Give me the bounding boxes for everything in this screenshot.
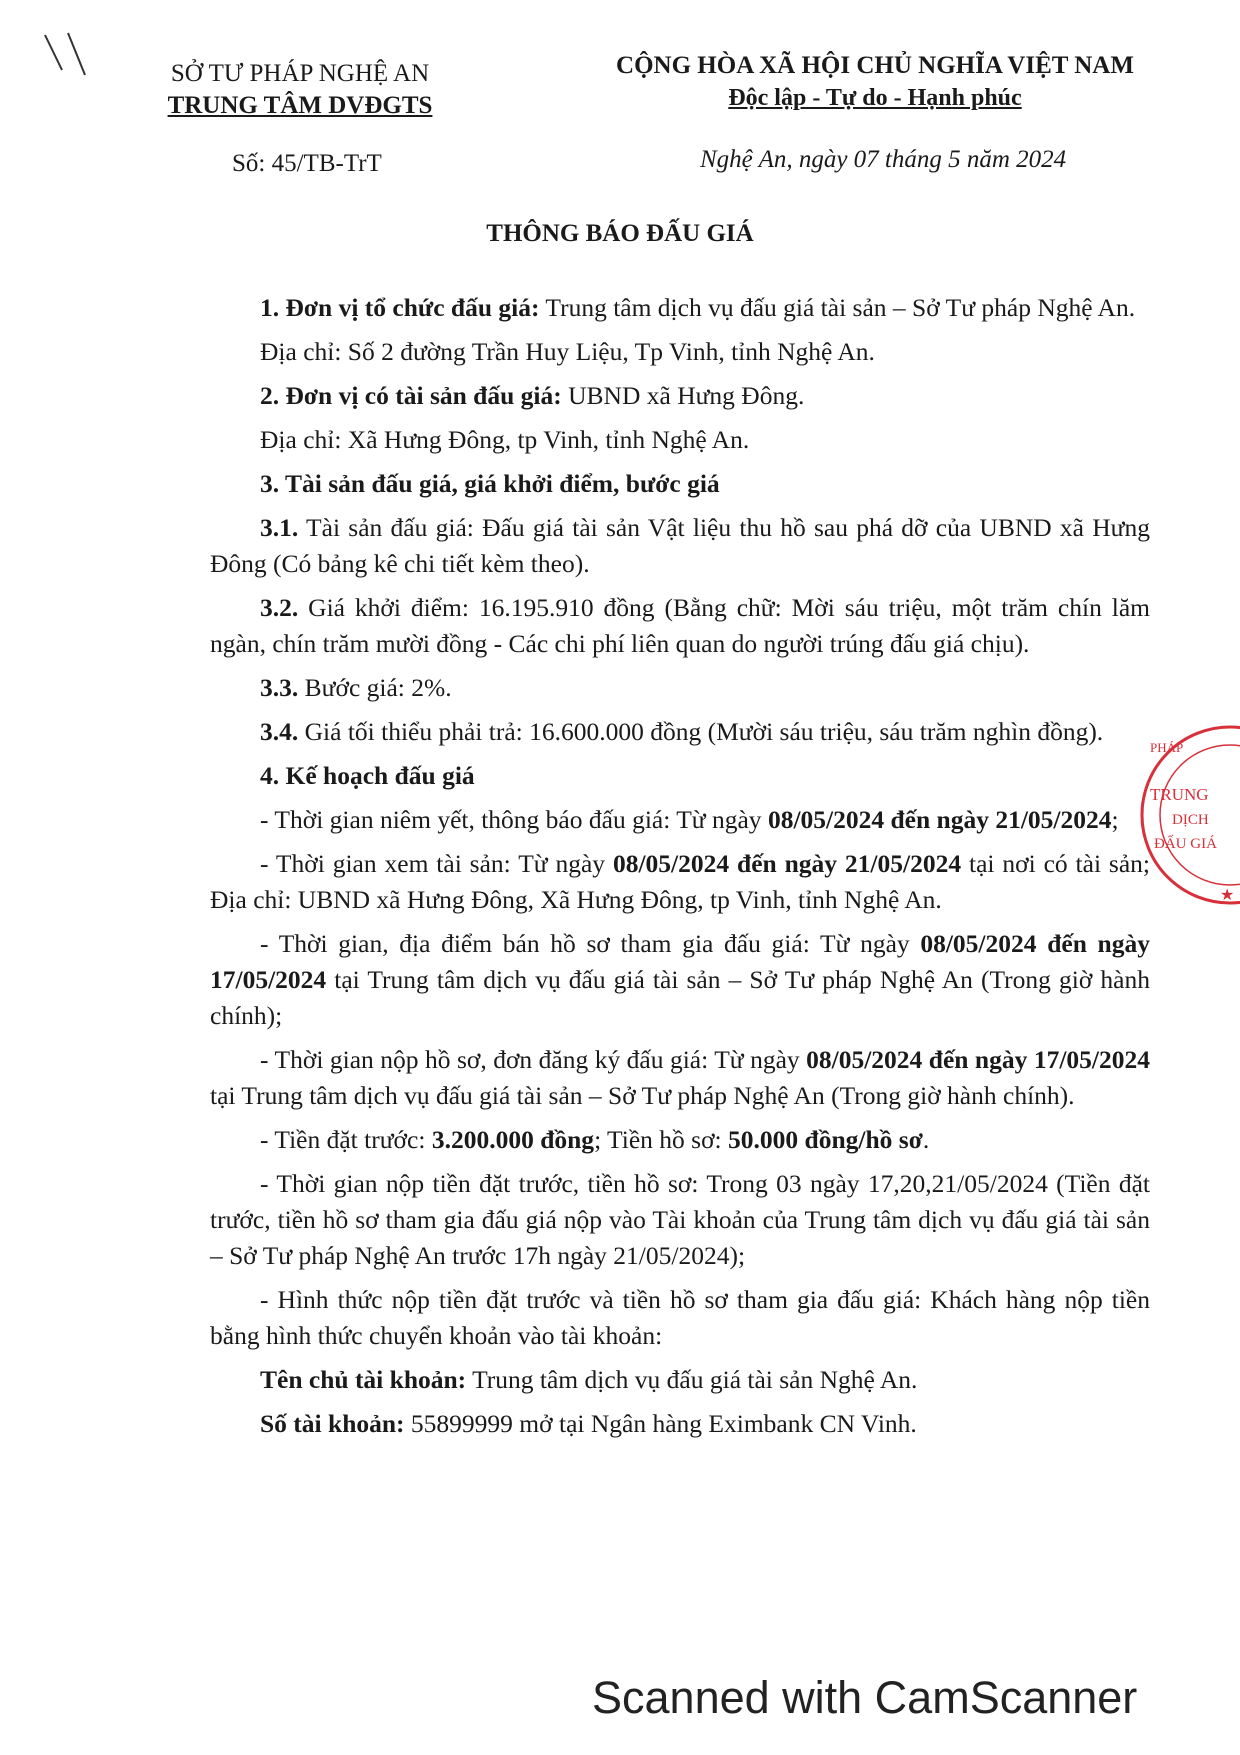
pen-scratch-mark [40, 30, 120, 90]
plan-item-listing: - Thời gian niêm yết, thông báo đấu giá: Từ ngày 08/05/2024 đến ngày 21/05/2024; [260, 805, 1119, 834]
section-3-2: 3.2. Giá khởi điểm: 16.195.910 đồng (Bằng chữ: Mời sáu triệu, một trăm chín lăm ngàn, chín trăm mười đồng - Các chi phí liên quan do người trúng đấu giá chịu). [210, 593, 1150, 658]
stamp-text-1: PHÁP [1150, 740, 1184, 755]
national-header [570, 50, 1180, 114]
plan-item-dossier-sale: - Thời gian, địa điểm bán hồ sơ tham gia đấu giá: Từ ngày 08/05/2024 đến ngày 17/05/2024 tại Trung tâm dịch vụ đấu giá tài sản – Sở Tư pháp Nghệ An (Trong giờ hành chính); [210, 929, 1150, 1030]
svg-text:★: ★ [1220, 887, 1235, 904]
national-motto: Độc lập - Tự do - Hạnh phúc [728, 85, 1022, 111]
plan-item-deposit-time: - Thời gian nộp tiền đặt trước, tiền hồ sơ: Trong 03 ngày 17,20,21/05/2024 (Tiền đặt trước, tiền hồ sơ tham gia đấu giá nộp vào Tài khoản của Trung tâm dịch vụ đấu giá tài sản – Sở Tư pháp Nghệ An trước 17h ngày 21/05/2024); [210, 1169, 1150, 1270]
stamp-text-4: ĐẤU GIÁ [1154, 836, 1217, 852]
section-3-1: 3.1. Tài sản đấu giá: Đấu giá tài sản Vật liệu thu hồ sau phá dỡ của UBND xã Hưng Đông (Có bảng kê chi tiết kèm theo). [210, 513, 1150, 578]
section-4-heading: 4. Kế hoạch đấu giá [260, 761, 475, 790]
section-2: 2. Đơn vị có tài sản đấu giá: UBND xã Hưng Đông. [260, 381, 805, 410]
section-3-4: 3.4. Giá tối thiểu phải trả: 16.600.000 đồng (Mười sáu triệu, sáu trăm nghìn đồng). [260, 717, 1104, 746]
plan-item-payment-method: - Hình thức nộp tiền đặt trước và tiền hồ sơ tham gia đấu giá: Khách hàng nộp tiền bằng hình thức chuyển khoản vào tài khoản: [210, 1285, 1150, 1350]
issuing-organization [150, 58, 450, 122]
official-seal-stamp [1110, 720, 1240, 910]
stamp-text-2: TRUNG [1150, 785, 1209, 804]
account-holder: Tên chủ tài khoản: Trung tâm dịch vụ đấu giá tài sản Nghệ An. [260, 1365, 918, 1394]
scanner-watermark: Scanned with CamScanner [592, 1672, 1138, 1723]
parent-agency: SỞ TƯ PHÁP NGHỆ AN [170, 60, 430, 87]
organization-name: TRUNG TÂM DVĐGTS [167, 92, 433, 119]
section-1: 1. Đơn vị tổ chức đấu giá: Trung tâm dịch vụ đấu giá tài sản – Sở Tư pháp Nghệ An. [260, 293, 1136, 322]
plan-item-registration: - Thời gian nộp hồ sơ, đơn đăng ký đấu giá: Từ ngày 08/05/2024 đến ngày 17/05/2024 tại Trung tâm dịch vụ đấu giá tài sản – Sở Tư pháp Nghệ An (Trong giờ hành chính). [210, 1045, 1150, 1110]
place-and-date: Nghệ An, ngày 07 tháng 5 năm 2024 [700, 146, 1067, 173]
document-title: THÔNG BÁO ĐẤU GIÁ [486, 220, 754, 247]
document-body [210, 290, 1150, 1450]
plan-item-deposit: - Tiền đặt trước: 3.200.000 đồng; Tiền hồ sơ: 50.000 đồng/hồ sơ. [260, 1125, 930, 1154]
document-number: Số: 45/TB-TrT [232, 150, 382, 177]
account-number: Số tài khoản: 55899999 mở tại Ngân hàng Eximbank CN Vinh. [260, 1409, 917, 1438]
stamp-text-3: DỊCH [1172, 812, 1209, 828]
country-name: CỘNG HÒA XÃ HỘI CHỦ NGHĨA VIỆT NAM [616, 52, 1134, 79]
section-2-address: Địa chỉ: Xã Hưng Đông, tp Vinh, tỉnh Nghệ An. [260, 425, 750, 454]
section-1-address: Địa chỉ: Số 2 đường Trần Huy Liệu, Tp Vinh, tỉnh Nghệ An. [260, 337, 875, 366]
plan-item-viewing: - Thời gian xem tài sản: Từ ngày 08/05/2024 đến ngày 21/05/2024 tại nơi có tài sản; Địa chỉ: UBND xã Hưng Đông, Xã Hưng Đông, tp Vinh, tỉnh Nghệ An. [210, 849, 1150, 914]
section-3-heading: 3. Tài sản đấu giá, giá khởi điểm, bước giá [260, 469, 720, 498]
section-3-3: 3.3. Bước giá: 2%. [260, 673, 452, 702]
